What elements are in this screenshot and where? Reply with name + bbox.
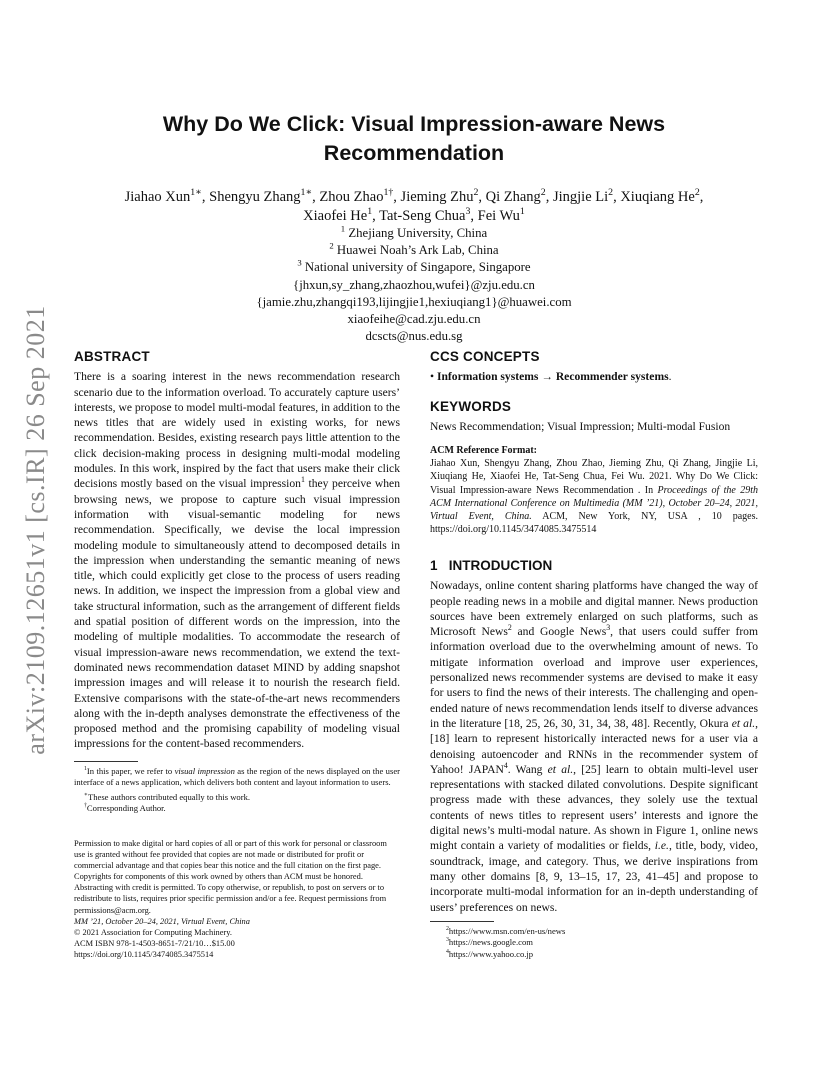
footnote: $^1$In this paper, we refer to visual impression as the region of the news displayed on the user interface of a news application, which delivers both content and layout information to users. [74, 766, 400, 788]
author-list: Jiahao Xun$^{1∗}$, Shengyu Zhang$^{1∗}$, Zhou Zhao$^{1\dagger}$, Jieming Zhu$^2$, Qi Zhang$^2$, Jingjie Li$^2$, Xiuqiang He$^2$, Xiaofei He$^1$, Tat-Seng Chua$^3$, Fei Wu$^1$ [124, 187, 704, 224]
footnotes-right [430, 926, 758, 960]
arxiv-sidebar-stamp [12, 300, 60, 760]
keywords-heading: KEYWORDS [430, 399, 512, 414]
email: dcscts@nus.edu.sg [365, 329, 463, 344]
intro-heading: 1 INTRODUCTION [430, 558, 553, 573]
introduction-section [430, 558, 758, 915]
author: Qi Zhang [485, 189, 541, 205]
footnote-url: $^3$https://news.google.com [446, 937, 533, 948]
doi: https://doi.org/10.1145/3474085.3475514 [74, 949, 214, 959]
author: Xiaofei He [303, 208, 368, 224]
author: Jiahao Xun [124, 189, 191, 205]
footnote-url: $^4$https://www.yahoo.co.jp [446, 948, 534, 959]
email: {jamie.zhu,zhangqi193,lijingjie1,hexiuqiang1}@huawei.com [256, 294, 572, 309]
author: Fei Wu [477, 208, 520, 224]
keywords-section [430, 399, 758, 435]
intro-text: Nowadays, online content sharing platforms have changed the way of people reading news in a mobile and digital manner. News production sources have been extremely enlarged on such platforms, such as Microsoft News$^2$ and Google News$^3$, that users could suffer from information overload due to the overwhelming amount of news. To mitigate information overload and improve user experiences, personalized news recommender systems are devised to make it easy for users to find the news of their interests. The challenging and open-ended nature of news recommendation lends itself to diverse advances in the literature [18, 25, 26, 30, 31, 34, 38, 48]. Recently, Okura et al., [18] learn to represent historically interacted news for a user via a denoising autoencoder and RNNs in the recommender system of Yahoo! JAPAN$^4$. Wang et al., [25] learn to obtain multi-level user representations with stacked dilated convolutions. Despite significant progress made with these advances, they solely use the textual contents of news titles to represent users’ interests and ignore the digital news’s multi-modal nature. As shown in Figure 1, online news might contain a variety of modalities or fields, i.e., title, body, video, soundtrack, image, and category. Thus, we derive inspirations from many other domains [8, 9, 13–15, 17, 23, 41–45] and propose to incorporate multi-modal information for an in-depth understanding of users’ preferences on news. [430, 579, 759, 914]
acm-reference [430, 444, 758, 536]
copyright: © 2021 Association for Computing Machinery. [74, 927, 232, 937]
affiliation: $^1$ Zhejiang University, China [340, 223, 488, 240]
abstract-heading: ABSTRACT [74, 349, 150, 364]
author: Zhou Zhao [319, 189, 384, 205]
paper-title: Why Do We Click: Visual Impression-aware News Recommendation [162, 112, 666, 165]
arxiv-identifier: arXiv:2109.12651v1 [cs.IR] 26 Sep 2021 [21, 305, 50, 755]
acm-ref-label: ACM Reference Format: [430, 445, 537, 456]
permission-block [74, 838, 400, 960]
ccs-heading: CCS CONCEPTS [430, 349, 540, 364]
abstract-text: There is a soaring interest in the news recommendation research scenario due to the information overload. To accurately capture users’ interests, we propose to model multi-modal features, in addition to the news titles that are widely used in existing works, for news recommendation. Besides, existing research pays little attention to the click decision-making process in designing multi-modal modeling modules. In this work, inspired by the fact that users make their click decisions mostly based on the visual impression$^1$ they perceive when browsing news, we propose to capture such visual impression information with visual-semantic modeling for news recommendation. Specifically, we devise the local impression modeling module to simultaneously attend to decomposed details in the impression when understanding the semantic meaning of news title, which could explicitly get close to the process of users reading news. In addition, we inspect the impression from a global view and take structural information, such as the arrangement of different fields and spatial position of different words on the impression, into the modeling of multiple modalities. To accommodate the research of visual impression-aware news recommendation, we extend the text-dominated news recommendation dataset MIND by adding snapshot impression images and will release it to nourish the research field. Extensive comparisons with the state-of-the-art news recommenders along with the in-depth analyses demonstrate the effectiveness of the proposed method and the promising capability of modeling visual impressions for the content-based recommenders. [74, 370, 400, 751]
footnote: ∗These authors contributed equally to this work. [84, 791, 251, 802]
isbn: ACM ISBN 978-1-4503-8651-7/21/10…$15.00 [74, 938, 235, 948]
footnote: †Corresponding Author. [84, 802, 166, 813]
footnotes-left [74, 766, 400, 814]
author: Jingjie Li [552, 189, 609, 205]
affiliation: $^2$ Huawei Noah’s Ark Lab, China [329, 240, 499, 258]
ccs-text: • Information systems → Recommender systems. [430, 370, 672, 384]
footnote-rule [74, 761, 138, 762]
email: xiaofeihe@cad.zju.edu.cn [347, 312, 481, 327]
author: Jieming Zhu [400, 189, 474, 205]
keywords-text: News Recommendation; Visual Impression; Multi-modal Fusion [430, 420, 731, 434]
abstract-section [74, 349, 400, 752]
footnote-rule [430, 921, 494, 922]
author: Xiuqiang He [620, 189, 695, 205]
author: Tat-Seng Chua [379, 208, 466, 224]
ccs-section [430, 349, 758, 385]
permission-text: Permission to make digital or hard copies of all or part of this work for personal or classroom use is granted without fee provided that copies are not made or distributed for profit or commercial advantage and that copies bear this notice and the full citation on the first page. Copyrights for components of this work owned by others than ACM must be honored. Abstracting with credit is permitted. To copy otherwise, or republish, to post on servers or to redistribute to lists, requires prior specific permission and/or a fee. Request permissions from permissions@acm.org. [74, 839, 387, 915]
affiliation: $^3$ National university of Singapore, Singapore [297, 258, 531, 275]
venue: MM ’21, October 20–24, 2021, Virtual Event, China [74, 916, 250, 926]
acm-ref-text: Jiahao Xun, Shengyu Zhang, Zhou Zhao, Jieming Zhu, Qi Zhang, Jingjie Li, Xiuqiang He, Xiaofei He, Tat-Seng Chua, Fei Wu. 2021. Why Do We Click: Visual Impression-aware News Recommendation . In Proceedings of the 29th ACM International Conference on Multimedia (MM ’21), October 20–24, 2021, Virtual Event, China. ACM, New York, NY, USA , 10 pages. https://doi.org/10.1145/3474085.3475514 [430, 458, 758, 536]
email: {jhxun,sy_zhang,zhaozhou,wufei}@zju.edu.cn [293, 277, 535, 292]
author: Shengyu Zhang [209, 189, 301, 205]
footnote-url: $^2$https://www.msn.com/en-us/news [446, 926, 566, 936]
affiliations [150, 225, 678, 345]
